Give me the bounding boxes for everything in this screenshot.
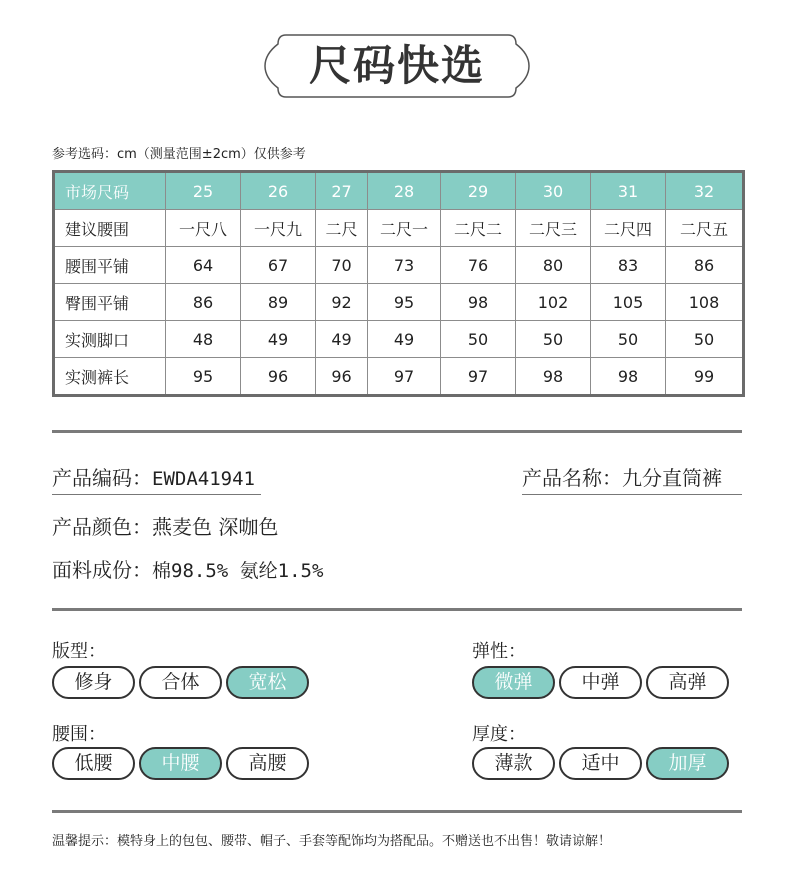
- product-name-underline: [522, 494, 742, 495]
- table-cell: 95: [166, 358, 241, 396]
- table-header-cell: 26: [241, 172, 316, 210]
- table-cell: 50: [591, 321, 666, 358]
- product-code-value: EWDA41941: [152, 468, 255, 490]
- product-color-value: 燕麦色 深咖色: [152, 515, 279, 539]
- table-row-label: 腰围平铺: [54, 247, 166, 284]
- table-header-cell: 31: [591, 172, 666, 210]
- elasticity-label: 弹性：: [472, 641, 526, 662]
- table-cell: 49: [316, 321, 368, 358]
- fit-label: 版型：: [52, 641, 106, 662]
- product-color: [52, 511, 278, 540]
- table-cell: 99: [666, 358, 744, 396]
- product-name-value: 九分直筒裤: [622, 466, 722, 490]
- table-cell: 98: [591, 358, 666, 396]
- table-row-label: 建议腰围: [54, 210, 166, 247]
- product-fabric-value: 棉98.5% 氨纶1.5%: [152, 560, 324, 582]
- table-cell: 二尺一: [368, 210, 441, 247]
- table-cell: 86: [666, 247, 744, 284]
- waist-option-low[interactable]: 低腰: [52, 747, 135, 780]
- table-cell: 二尺四: [591, 210, 666, 247]
- table-cell: 50: [666, 321, 744, 358]
- table-cell: 50: [516, 321, 591, 358]
- waist-option-mid[interactable]: 中腰: [139, 747, 222, 780]
- waist-option-high[interactable]: 高腰: [226, 747, 309, 780]
- fit-option-loose[interactable]: 宽松: [226, 666, 309, 699]
- table-cell: 89: [241, 284, 316, 321]
- table-cell: 76: [441, 247, 516, 284]
- product-name-label: 产品名称：: [522, 466, 622, 490]
- table-cell: 49: [368, 321, 441, 358]
- table-header-row: [54, 172, 744, 210]
- elasticity-option-medium[interactable]: 中弹: [559, 666, 642, 699]
- section-divider: [52, 430, 742, 433]
- table-row: [54, 284, 744, 321]
- table-header-cell: 25: [166, 172, 241, 210]
- footer-note: 温馨提示：模特身上的包包、腰带、帽子、手套等配饰均为搭配品。不赠送也不出售！敬请谅解！: [52, 834, 612, 849]
- thickness-option-thin[interactable]: 薄款: [472, 747, 555, 780]
- section-divider: [52, 608, 742, 611]
- thickness-option-medium[interactable]: 适中: [559, 747, 642, 780]
- table-cell: 50: [441, 321, 516, 358]
- table-cell: 二尺二: [441, 210, 516, 247]
- table-row: [54, 247, 744, 284]
- table-cell: 一尺九: [241, 210, 316, 247]
- table-cell: 96: [241, 358, 316, 396]
- table-cell: 98: [516, 358, 591, 396]
- page-title: 尺码快选: [308, 41, 485, 90]
- table-cell: 一尺八: [166, 210, 241, 247]
- table-cell: 二尺: [316, 210, 368, 247]
- product-color-label: 产品颜色：: [52, 515, 152, 539]
- table-cell: 105: [591, 284, 666, 321]
- product-code-underline: [52, 494, 261, 495]
- table-row: [54, 210, 744, 247]
- table-header-cell: 30: [516, 172, 591, 210]
- table-cell: 97: [368, 358, 441, 396]
- table-cell: 49: [241, 321, 316, 358]
- table-header-cell: 27: [316, 172, 368, 210]
- table-cell: 64: [166, 247, 241, 284]
- table-header-cell: 32: [666, 172, 744, 210]
- table-header-cell: 市场尺码: [54, 172, 166, 210]
- table-cell: 97: [441, 358, 516, 396]
- table-cell: 80: [516, 247, 591, 284]
- table-row-label: 实测裤长: [54, 358, 166, 396]
- table-cell: 86: [166, 284, 241, 321]
- table-row-label: 实测脚口: [54, 321, 166, 358]
- table-cell: 83: [591, 247, 666, 284]
- title-badge: [264, 34, 530, 98]
- table-cell: 92: [316, 284, 368, 321]
- table-row-label: 臀围平铺: [54, 284, 166, 321]
- table-cell: 67: [241, 247, 316, 284]
- fit-option-regular[interactable]: 合体: [139, 666, 222, 699]
- thickness-label: 厚度：: [472, 724, 526, 745]
- section-divider: [52, 810, 742, 813]
- table-cell: 96: [316, 358, 368, 396]
- product-code-label: 产品编码：: [52, 466, 152, 490]
- waist-label: 腰围：: [52, 724, 106, 745]
- thickness-option-thick[interactable]: 加厚: [646, 747, 729, 780]
- product-code: [52, 462, 255, 491]
- product-fabric-label: 面料成份：: [52, 558, 152, 582]
- size-table: [52, 170, 745, 397]
- table-cell: 48: [166, 321, 241, 358]
- elasticity-option-high[interactable]: 高弹: [646, 666, 729, 699]
- table-cell: 70: [316, 247, 368, 284]
- table-row: [54, 321, 744, 358]
- product-fabric: [52, 554, 323, 583]
- table-cell: 95: [368, 284, 441, 321]
- table-cell: 108: [666, 284, 744, 321]
- elasticity-option-slight[interactable]: 微弹: [472, 666, 555, 699]
- table-row: [54, 358, 744, 396]
- reference-note: 参考选码：cm（测量范围±2cm）仅供参考: [52, 147, 306, 162]
- table-cell: 二尺三: [516, 210, 591, 247]
- table-cell: 98: [441, 284, 516, 321]
- table-header-cell: 28: [368, 172, 441, 210]
- table-header-cell: 29: [441, 172, 516, 210]
- product-name: [522, 462, 722, 491]
- table-cell: 二尺五: [666, 210, 744, 247]
- table-cell: 102: [516, 284, 591, 321]
- table-cell: 73: [368, 247, 441, 284]
- fit-option-slim[interactable]: 修身: [52, 666, 135, 699]
